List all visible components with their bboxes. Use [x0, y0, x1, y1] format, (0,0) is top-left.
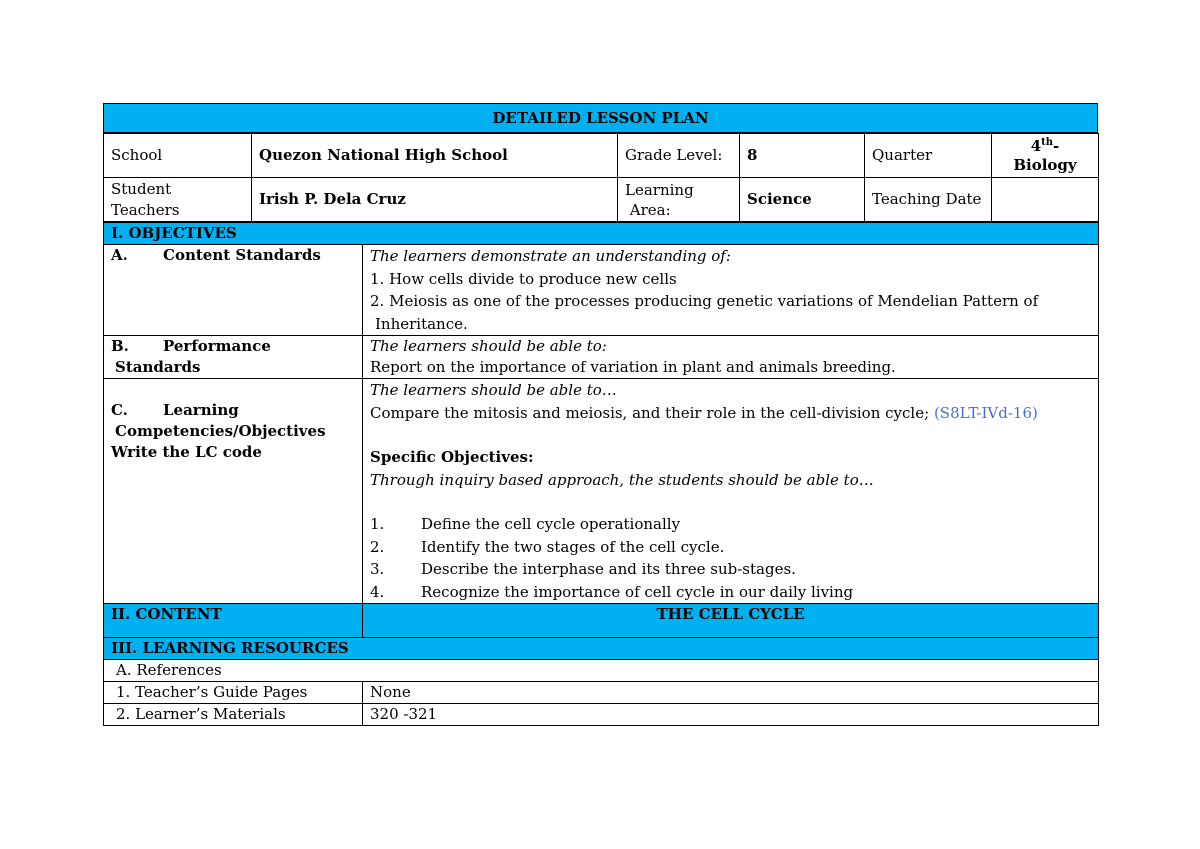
school-value: Quezon National High School [252, 134, 618, 178]
document-title: DETAILED LESSON PLAN [103, 103, 1098, 133]
header-row-school [104, 134, 1099, 178]
competencies-row [104, 379, 1099, 604]
table-row [104, 682, 1099, 704]
resources-heading: III. LEARNING RESOURCES [104, 638, 1099, 660]
objectives-heading-row [104, 223, 1099, 245]
resource-value: 320 -321 [363, 704, 1099, 726]
quarter-value [992, 134, 1099, 178]
quarter-subject: Biology [1013, 155, 1077, 174]
grade-label: Grade Level: [618, 134, 740, 178]
header-table [103, 133, 1099, 222]
header-row-teachers [104, 178, 1099, 222]
learning-area-value: Science [740, 178, 865, 222]
quarter-number: 4 [1030, 136, 1042, 155]
content-standards-item-2: 2. Meiosis as one of the processes producing genetic variations of Mendelian Pattern of [370, 292, 1039, 310]
performance-standards-body: Report on the importance of variation in plant and animals breeding. [370, 358, 896, 376]
content-standards-item-2-cont: Inheritance. [375, 314, 468, 333]
quarter-superscript: th [1041, 136, 1054, 148]
specific-objectives-intro: Through inquiry based approach, the students should be able to… [370, 470, 874, 489]
lc-code: (S8LT-IVd-16) [933, 403, 1038, 422]
spacer [370, 491, 1091, 513]
content-label: II. CONTENT [104, 604, 363, 638]
teaching-date-value [992, 178, 1099, 222]
table-row [104, 704, 1099, 726]
performance-standards-title-1: Performance [163, 337, 271, 355]
list-item-text: Describe the interphase and its three sub-stages. [421, 560, 796, 578]
list-item-number: 4. [370, 582, 385, 601]
competencies-title-3: Write the LC code [111, 443, 262, 461]
objectives-table [103, 222, 1099, 726]
school-label: School [104, 134, 252, 178]
performance-standards-letter: B. [111, 337, 129, 355]
resource-value: None [363, 682, 1099, 704]
content-row [104, 604, 1099, 638]
performance-standards-intro: The learners should be able to: [370, 337, 607, 355]
teaching-date-label: Teaching Date [865, 178, 992, 222]
competencies-title-1: Learning [163, 401, 239, 419]
list-item-text: Identify the two stages of the cell cycle. [421, 537, 725, 556]
specific-objectives-list [370, 513, 1091, 603]
content-standards-item-1: 1. How cells divide to produce new cells [370, 269, 677, 288]
resource-label: 2. Learner’s Materials [104, 704, 363, 726]
references-label: A. References [104, 660, 1099, 682]
resource-label: 1. Teacher’s Guide Pages [104, 682, 363, 704]
competencies-letter: C. [111, 401, 128, 419]
learning-area-label-line1: Learning [625, 180, 694, 199]
quarter-label: Quarter [865, 134, 992, 178]
competencies-title-2: Competencies/Objectives [115, 422, 326, 440]
performance-standards-title-2: Standards [115, 358, 201, 376]
objectives-heading: I. OBJECTIVES [104, 223, 1099, 245]
competencies-body [370, 402, 1091, 425]
competencies-label [104, 379, 363, 604]
competencies-statement: Compare the mitosis and meiosis, and their role in the cell-division cycle; [370, 403, 930, 422]
spacer [370, 424, 1091, 446]
content-standards-label [104, 245, 363, 336]
list-item-number: 2. [370, 537, 385, 556]
list-item-number: 3. [370, 560, 385, 578]
list-item [370, 581, 1091, 604]
content-standards-text [363, 245, 1099, 336]
competencies-intro: The learners should be able to… [370, 381, 617, 399]
learning-area-label-line2: Area: [629, 200, 671, 219]
list-item [370, 558, 1091, 581]
lesson-plan-sheet [103, 103, 1098, 726]
list-item-text: Define the cell cycle operationally [421, 515, 681, 533]
performance-standards-label [104, 336, 363, 379]
resources-heading-row [104, 638, 1099, 660]
content-value: THE CELL CYCLE [363, 604, 1099, 638]
competencies-text [363, 379, 1099, 604]
teachers-value: Irish P. Dela Cruz [252, 178, 618, 222]
content-standards-row [104, 245, 1099, 336]
list-item-number: 1. [370, 515, 385, 533]
specific-objectives-heading: Specific Objectives: [370, 448, 534, 466]
performance-standards-row [104, 336, 1099, 379]
list-item-text: Recognize the importance of cell cycle in our daily living [421, 582, 854, 601]
references-row [104, 660, 1099, 682]
quarter-suffix: - [1053, 136, 1060, 155]
list-item [370, 513, 1091, 536]
content-standards-title: Content Standards [163, 246, 321, 264]
list-item [370, 536, 1091, 559]
grade-value: 8 [740, 134, 865, 178]
performance-standards-text [363, 336, 1099, 379]
teachers-label: Student Teachers [104, 178, 252, 222]
content-standards-intro: The learners demonstrate an understanding of: [370, 247, 731, 265]
content-standards-letter: A. [111, 246, 128, 264]
learning-area-label [618, 178, 740, 222]
